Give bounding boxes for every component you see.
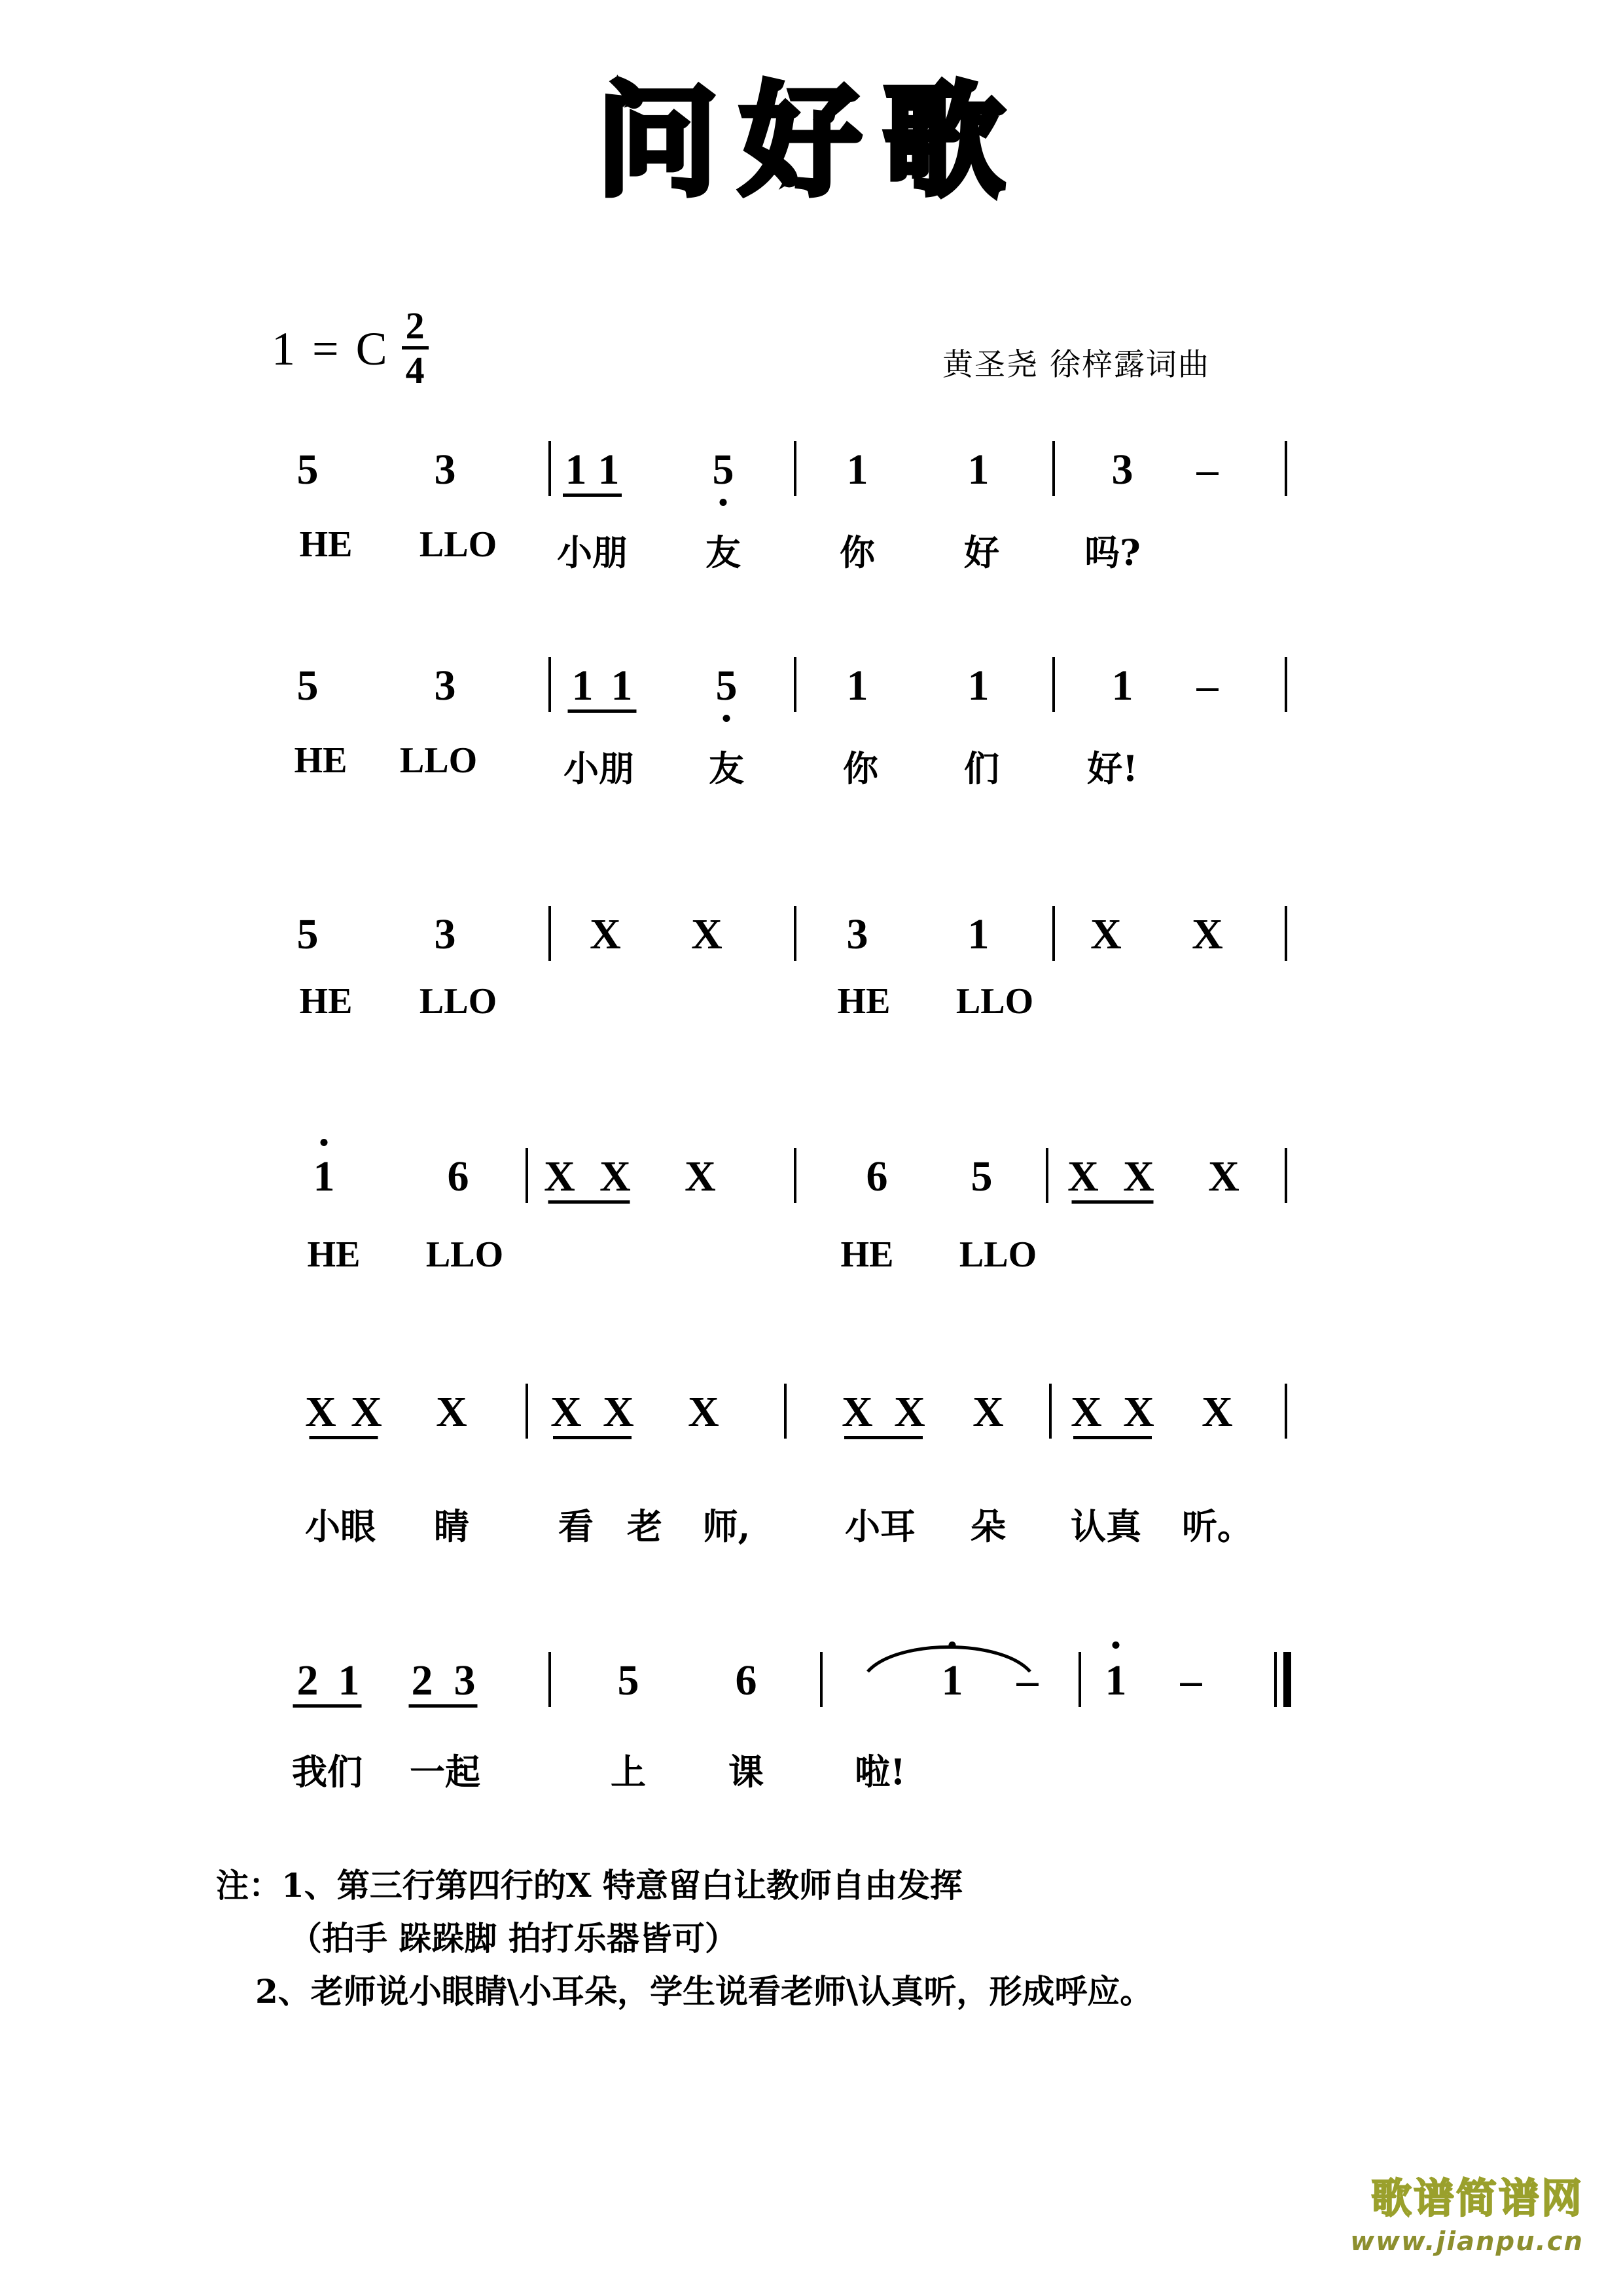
note: X bbox=[894, 1388, 925, 1436]
lyric: 看 bbox=[558, 1505, 594, 1547]
barline bbox=[1285, 1384, 1287, 1439]
note: 5 bbox=[617, 1657, 639, 1704]
watermark-url: www.jianpu.cn bbox=[1350, 2227, 1584, 2257]
note: 1 bbox=[565, 446, 587, 493]
score-line-1 bbox=[0, 445, 1623, 596]
page-title: 问好歌 bbox=[596, 71, 1027, 212]
note: 6 bbox=[866, 1153, 888, 1200]
barline bbox=[820, 1652, 823, 1707]
note: X bbox=[688, 1388, 719, 1436]
octave-dot-low bbox=[723, 715, 730, 722]
barline bbox=[526, 1384, 528, 1439]
lyric: 友 bbox=[705, 531, 741, 573]
note: 1 bbox=[338, 1657, 360, 1704]
beam bbox=[844, 1436, 923, 1439]
lyric: 课 bbox=[728, 1751, 764, 1793]
barline bbox=[794, 657, 796, 712]
lyric: 你 bbox=[840, 531, 875, 573]
lyric: 们 bbox=[964, 747, 999, 789]
note: X bbox=[305, 1388, 336, 1436]
credits: 黄圣尧 徐梓露词曲 bbox=[942, 347, 1210, 383]
watermark-title: 歌谱简谱网 bbox=[1370, 2174, 1584, 2222]
barline bbox=[1052, 906, 1055, 961]
lyric: 友 bbox=[709, 747, 744, 789]
note: 1 bbox=[846, 662, 868, 709]
note: 1 bbox=[571, 662, 594, 709]
lyric: LLO bbox=[955, 981, 1034, 1022]
note: X bbox=[544, 1153, 575, 1200]
barline bbox=[1285, 906, 1287, 961]
beam bbox=[1073, 1436, 1152, 1439]
note: – bbox=[1016, 1657, 1039, 1704]
beam bbox=[310, 1436, 378, 1439]
barline bbox=[1046, 1148, 1048, 1203]
note: X bbox=[1192, 910, 1223, 958]
barline bbox=[1285, 441, 1287, 496]
note: X bbox=[1067, 1153, 1099, 1200]
barline bbox=[548, 906, 551, 961]
lyric: LLO bbox=[399, 740, 478, 781]
note: X bbox=[550, 1388, 582, 1436]
note: 3 bbox=[1111, 446, 1133, 493]
note: 1 bbox=[313, 1153, 335, 1200]
lyric: 一起 bbox=[410, 1751, 480, 1793]
lyric: 小耳 bbox=[845, 1505, 916, 1547]
lyric: 朵 bbox=[971, 1505, 1006, 1547]
meter-numerator: 2 bbox=[402, 306, 429, 350]
octave-dot-high bbox=[949, 1641, 956, 1649]
note: – bbox=[1180, 1657, 1202, 1704]
octave-dot-low bbox=[720, 499, 727, 506]
note: X bbox=[599, 1153, 631, 1200]
note: 5 bbox=[971, 1153, 993, 1200]
note: 6 bbox=[735, 1657, 757, 1704]
final-barline bbox=[1274, 1652, 1291, 1707]
lyric: 上 bbox=[611, 1751, 646, 1793]
note: 1 bbox=[967, 910, 990, 958]
footnotes bbox=[216, 1859, 1459, 2018]
note: 3 bbox=[434, 446, 456, 493]
note: 1 bbox=[941, 1657, 963, 1704]
lyric: 小朋 bbox=[563, 747, 634, 789]
key-signature bbox=[272, 304, 429, 392]
note: 1 bbox=[1105, 1657, 1127, 1704]
time-signature bbox=[402, 304, 429, 392]
beam bbox=[548, 1200, 630, 1204]
note: 1 bbox=[597, 446, 620, 493]
note: 1 bbox=[967, 446, 990, 493]
barline bbox=[1052, 657, 1055, 712]
lyric: 师, bbox=[702, 1505, 751, 1547]
note: 5 bbox=[296, 662, 319, 709]
score-line-5 bbox=[0, 1374, 1623, 1571]
key-label: 1 = C bbox=[272, 323, 390, 376]
note: X bbox=[1202, 1388, 1233, 1436]
barline bbox=[794, 1148, 796, 1203]
note: X bbox=[351, 1388, 382, 1436]
note: 3 bbox=[846, 910, 868, 958]
beam bbox=[553, 1436, 632, 1439]
lyric: LLO bbox=[425, 1234, 504, 1275]
lyric: LLO bbox=[419, 524, 497, 565]
beam bbox=[568, 709, 637, 713]
barline bbox=[794, 906, 796, 961]
note: X bbox=[590, 910, 621, 958]
barline bbox=[1285, 657, 1287, 712]
score-line-2 bbox=[0, 661, 1623, 812]
note: X bbox=[1208, 1153, 1240, 1200]
note: 2 bbox=[411, 1657, 433, 1704]
barline bbox=[794, 441, 796, 496]
lyric: LLO bbox=[959, 1234, 1037, 1275]
lyric: 啦! bbox=[855, 1751, 906, 1793]
lyric: 听。 bbox=[1182, 1505, 1253, 1547]
lyric: HE bbox=[299, 981, 353, 1022]
note: – bbox=[1196, 662, 1219, 709]
lyric: 好! bbox=[1087, 747, 1138, 789]
lyric: 吗? bbox=[1084, 531, 1141, 573]
lyric: 小眼 bbox=[305, 1505, 376, 1547]
footnote-line-3: 2、老师说小眼睛\小耳朵，学生说看老师\认真听，形成呼应。 bbox=[255, 1972, 1153, 2011]
lyric: HE bbox=[837, 981, 891, 1022]
barline bbox=[548, 441, 551, 496]
note: X bbox=[972, 1388, 1004, 1436]
lyric: 认真 bbox=[1071, 1505, 1141, 1547]
note: 1 bbox=[1111, 662, 1133, 709]
lyric: LLO bbox=[419, 981, 497, 1022]
watermark bbox=[1350, 2166, 1584, 2257]
note: X bbox=[436, 1388, 467, 1436]
barline bbox=[784, 1384, 787, 1439]
note: 3 bbox=[454, 1657, 476, 1704]
note: 2 bbox=[296, 1657, 319, 1704]
lyric: HE bbox=[299, 524, 353, 565]
note: 5 bbox=[712, 446, 734, 493]
note: X bbox=[691, 910, 722, 958]
score-line-4 bbox=[0, 1139, 1623, 1302]
note: 6 bbox=[447, 1153, 469, 1200]
barline bbox=[1285, 1148, 1287, 1203]
lyric: HE bbox=[307, 1234, 361, 1275]
lyric: 小朋 bbox=[557, 531, 628, 573]
lyric: 好 bbox=[964, 531, 999, 573]
note: 5 bbox=[715, 662, 738, 709]
note: X bbox=[603, 1388, 634, 1436]
note: 5 bbox=[296, 910, 319, 958]
lyric: HE bbox=[840, 1234, 894, 1275]
barline bbox=[1079, 1652, 1081, 1707]
note: X bbox=[1071, 1388, 1102, 1436]
score-line-6 bbox=[0, 1636, 1623, 1806]
note: 5 bbox=[296, 446, 319, 493]
footnote-line-2: （拍手 跺跺脚 拍打乐器皆可） bbox=[289, 1919, 738, 1958]
note: 3 bbox=[434, 662, 456, 709]
octave-dot-high bbox=[321, 1139, 328, 1146]
octave-dot-high bbox=[1113, 1641, 1120, 1649]
score-line-3 bbox=[0, 910, 1623, 1060]
barline bbox=[526, 1148, 528, 1203]
meter-denominator: 4 bbox=[405, 349, 425, 392]
lyric: 我们 bbox=[292, 1751, 363, 1793]
note: – bbox=[1196, 446, 1219, 493]
beam bbox=[293, 1704, 362, 1708]
note: X bbox=[685, 1153, 716, 1200]
barline bbox=[1049, 1384, 1052, 1439]
barline bbox=[548, 1652, 551, 1707]
note: 1 bbox=[846, 446, 868, 493]
barline bbox=[1052, 441, 1055, 496]
note: 3 bbox=[434, 910, 456, 958]
lyric: 睛 bbox=[434, 1505, 469, 1547]
lyric: HE bbox=[294, 740, 348, 781]
note: 1 bbox=[967, 662, 990, 709]
lyric: 你 bbox=[843, 747, 878, 789]
note: X bbox=[1123, 1153, 1154, 1200]
footnote-line-1: 注：1、第三行第四行的X 特意留白让教师自由发挥 bbox=[216, 1866, 963, 1905]
beam bbox=[409, 1704, 478, 1708]
note: X bbox=[1090, 910, 1122, 958]
beam bbox=[1072, 1200, 1154, 1204]
note: X bbox=[842, 1388, 873, 1436]
barline bbox=[548, 657, 551, 712]
lyric: 老 bbox=[627, 1505, 662, 1547]
beam bbox=[563, 493, 622, 497]
note: 1 bbox=[611, 662, 633, 709]
note: X bbox=[1123, 1388, 1154, 1436]
